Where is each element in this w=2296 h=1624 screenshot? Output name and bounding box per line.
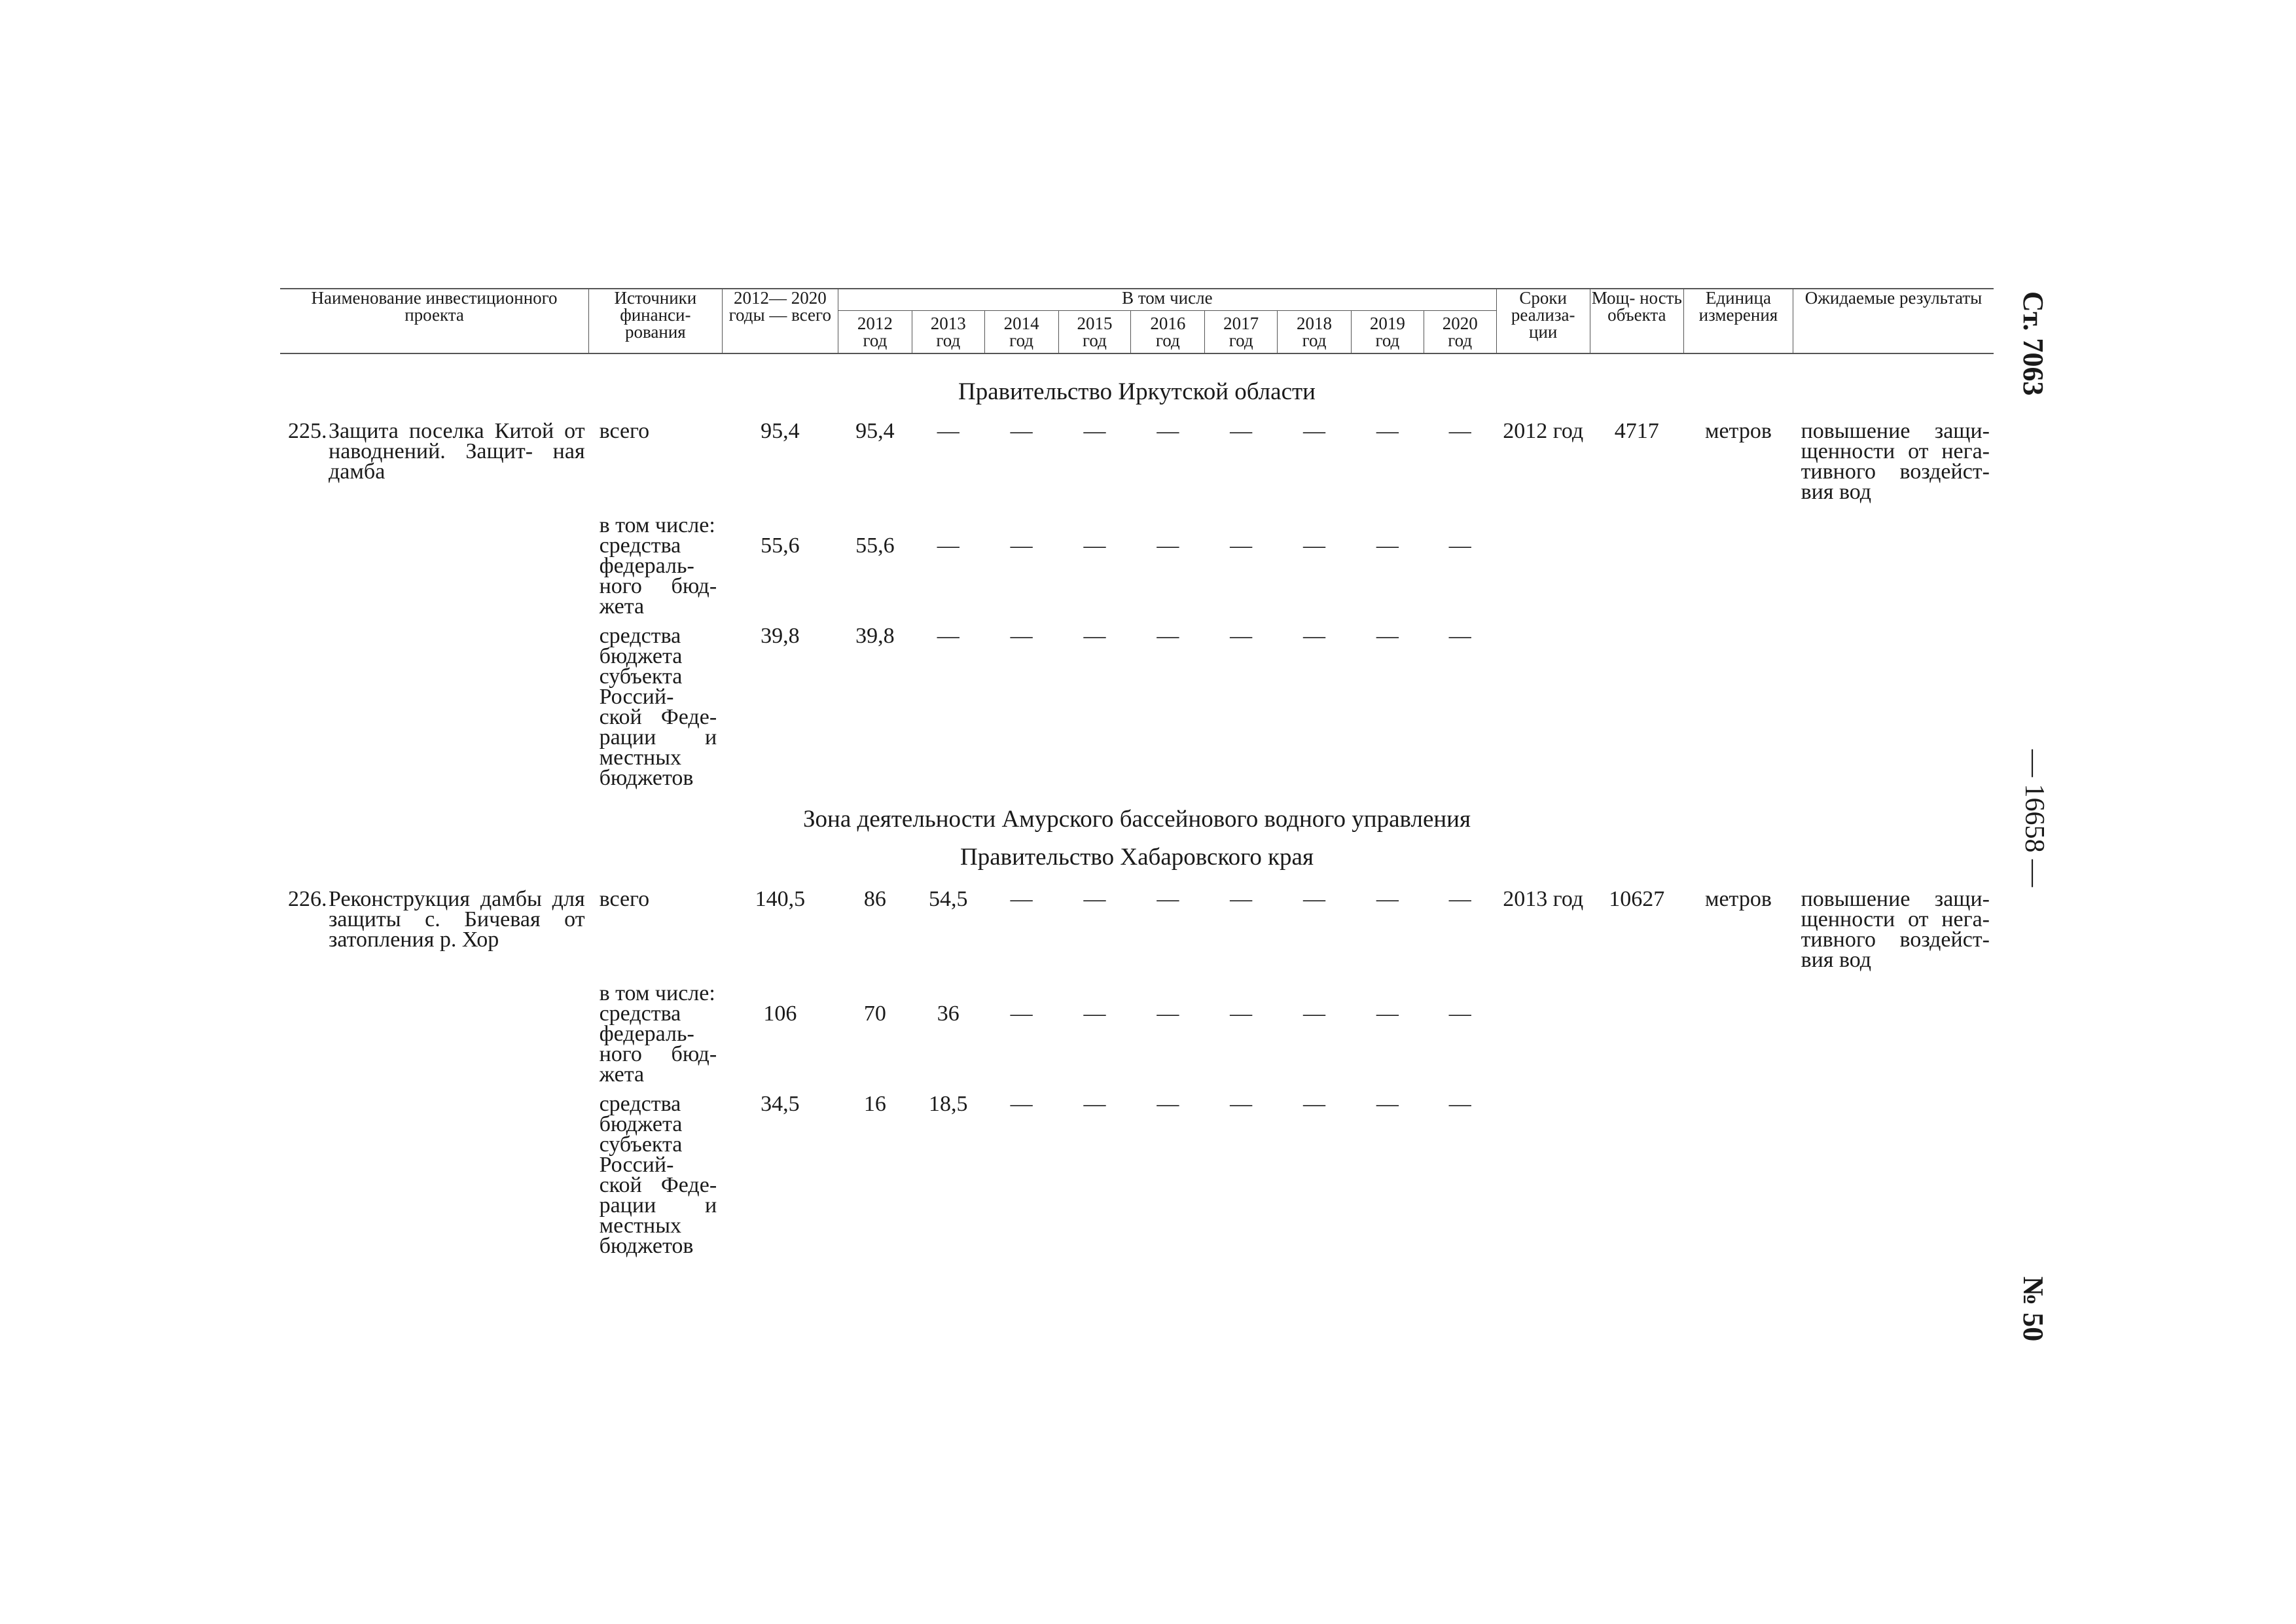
header-sources: Источники финанси- рования xyxy=(589,289,723,353)
header-including: В том числе xyxy=(838,289,1496,311)
including-label: в том числе: xyxy=(599,981,715,1005)
investment-projects-table xyxy=(280,288,1994,1256)
value-2014: — xyxy=(1010,887,1033,911)
value-2020: — xyxy=(1448,1092,1471,1116)
value-2015: — xyxy=(1083,624,1106,648)
header-results: Ожидаемые результаты xyxy=(1793,289,1994,353)
value-2012: 16 xyxy=(863,1092,886,1116)
table-row xyxy=(280,502,1994,535)
terms-value: 2013 год xyxy=(1503,887,1584,911)
value-2018: — xyxy=(1303,1092,1326,1116)
header-year-2014: 2014 год xyxy=(984,311,1058,354)
section-row xyxy=(280,788,1994,844)
value-2020: — xyxy=(1448,887,1471,911)
value-2016: — xyxy=(1157,887,1179,911)
total-value: 55,6 xyxy=(761,533,800,558)
header-year-2013: 2013 год xyxy=(912,311,984,354)
header-unit: Единица измерения xyxy=(1683,289,1793,353)
value-2019: — xyxy=(1376,1001,1399,1026)
table-row xyxy=(280,1003,1994,1085)
header-year-2018: 2018 год xyxy=(1278,311,1352,354)
value-2016: — xyxy=(1157,1092,1179,1116)
header-year-2019: 2019 год xyxy=(1351,311,1424,354)
header-year-2020: 2020 год xyxy=(1424,311,1496,354)
source-label: средства федераль- ного бюд- жета xyxy=(599,533,717,619)
source-label: всего xyxy=(599,887,650,911)
value-2019: — xyxy=(1376,624,1399,648)
value-2016: — xyxy=(1157,419,1179,443)
header-year-2017: 2017 год xyxy=(1205,311,1278,354)
value-2015: — xyxy=(1083,533,1106,558)
value-2014: — xyxy=(1010,624,1033,648)
value-2014: — xyxy=(1010,533,1033,558)
unit-value: метров xyxy=(1704,887,1772,911)
table-header-row xyxy=(280,289,1994,311)
expected-result: повышение защи- щенности от нега- тивного воздейст- вия вод xyxy=(1801,887,1990,972)
header-project-name: Наименование инвестиционного проекта xyxy=(280,289,589,353)
value-2017: — xyxy=(1230,887,1253,911)
header-terms: Сроки реализа- ции xyxy=(1496,289,1590,353)
value-2013: 36 xyxy=(937,1001,960,1026)
project-name: Реконструкция дамбы для защиты с. Бичевая от затопления р. Хор xyxy=(329,887,585,952)
value-2013: 18,5 xyxy=(929,1092,968,1116)
table-row xyxy=(280,617,1994,788)
header-total: 2012— 2020 годы — всего xyxy=(722,289,838,353)
value-2013: — xyxy=(937,533,960,558)
source-label: всего xyxy=(599,419,650,443)
table-row xyxy=(280,535,1994,617)
value-2018: — xyxy=(1303,887,1326,911)
table-row xyxy=(280,889,1994,970)
value-2019: — xyxy=(1376,887,1399,911)
value-2015: — xyxy=(1083,887,1106,911)
value-2019: — xyxy=(1376,1092,1399,1116)
value-2014: — xyxy=(1010,419,1033,443)
value-2018: — xyxy=(1303,419,1326,443)
source-label: средства федераль- ного бюд- жета xyxy=(599,1001,717,1087)
value-2020: — xyxy=(1448,624,1471,648)
including-label: в том числе: xyxy=(599,513,715,537)
value-2014: — xyxy=(1010,1001,1033,1026)
value-2012: 39,8 xyxy=(855,624,895,648)
section-title-amur-zone: Зона деятельности Амурского бассейнового водного управления xyxy=(802,806,1471,833)
value-2014: — xyxy=(1010,1092,1033,1116)
total-value: 39,8 xyxy=(761,624,800,648)
value-2013: — xyxy=(937,624,960,648)
table-row xyxy=(280,421,1994,502)
project-name-cell xyxy=(280,889,589,970)
value-2020: — xyxy=(1448,419,1471,443)
margin-document-number: — 16658 — xyxy=(2019,749,2049,887)
value-2015: — xyxy=(1083,419,1106,443)
unit-value: метров xyxy=(1704,419,1772,443)
project-number: 226. xyxy=(288,887,327,911)
value-2013: — xyxy=(937,419,960,443)
value-2017: — xyxy=(1230,1001,1253,1026)
terms-value: 2012 год xyxy=(1503,419,1584,443)
value-2017: — xyxy=(1230,419,1253,443)
header-year-2016: 2016 год xyxy=(1131,311,1205,354)
project-number: 225. xyxy=(288,419,327,443)
value-2013: 54,5 xyxy=(929,887,968,911)
value-2018: — xyxy=(1303,624,1326,648)
value-2018: — xyxy=(1303,1001,1326,1026)
value-2016: — xyxy=(1157,624,1179,648)
value-2017: — xyxy=(1230,624,1253,648)
project-name: Защита поселка Китой от наводнений. Защит- ная дамба xyxy=(329,419,585,484)
value-2020: — xyxy=(1448,533,1471,558)
value-2019: — xyxy=(1376,419,1399,443)
section-title-khabarovsk: Правительство Хабаровского края xyxy=(960,844,1314,871)
total-value: 95,4 xyxy=(761,419,800,443)
value-2018: — xyxy=(1303,533,1326,558)
header-capacity: Мощ- ность объекта xyxy=(1590,289,1683,353)
project-name-cell xyxy=(280,421,589,502)
total-value: 34,5 xyxy=(761,1092,800,1116)
expected-result: повышение защи- щенности от нега- тивного воздейст- вия вод xyxy=(1801,419,1990,504)
value-2015: — xyxy=(1083,1001,1106,1026)
value-2015: — xyxy=(1083,1092,1106,1116)
source-label: средства бюджета субъекта Россий- ской Феде- рации и местных бюджетов xyxy=(599,624,717,790)
table-row xyxy=(280,970,1994,1003)
value-2017: — xyxy=(1230,533,1253,558)
capacity-value: 10627 xyxy=(1609,887,1665,911)
capacity-value: 4717 xyxy=(1614,419,1659,443)
value-2016: — xyxy=(1157,533,1179,558)
margin-page-reference: Ст. 7063 xyxy=(2017,291,2049,396)
total-value: 106 xyxy=(763,1001,797,1026)
total-value: 140,5 xyxy=(755,887,806,911)
section-row xyxy=(280,353,1994,421)
table-row xyxy=(280,1085,1994,1256)
header-year-2012: 2012 год xyxy=(838,311,912,354)
section-title-irkutsk: Правительство Иркутской области xyxy=(958,378,1316,405)
value-2019: — xyxy=(1376,533,1399,558)
margin-issue-number: № 50 xyxy=(2017,1276,2049,1342)
value-2017: — xyxy=(1230,1092,1253,1116)
value-2012: 86 xyxy=(863,887,886,911)
value-2012: 70 xyxy=(863,1001,886,1026)
header-year-2015: 2015 год xyxy=(1058,311,1131,354)
value-2012: 55,6 xyxy=(855,533,895,558)
value-2020: — xyxy=(1448,1001,1471,1026)
source-label: средства бюджета субъекта Россий- ской Феде- рации и местных бюджетов xyxy=(599,1092,717,1258)
value-2016: — xyxy=(1157,1001,1179,1026)
section-row xyxy=(280,844,1994,889)
value-2012: 95,4 xyxy=(855,419,895,443)
